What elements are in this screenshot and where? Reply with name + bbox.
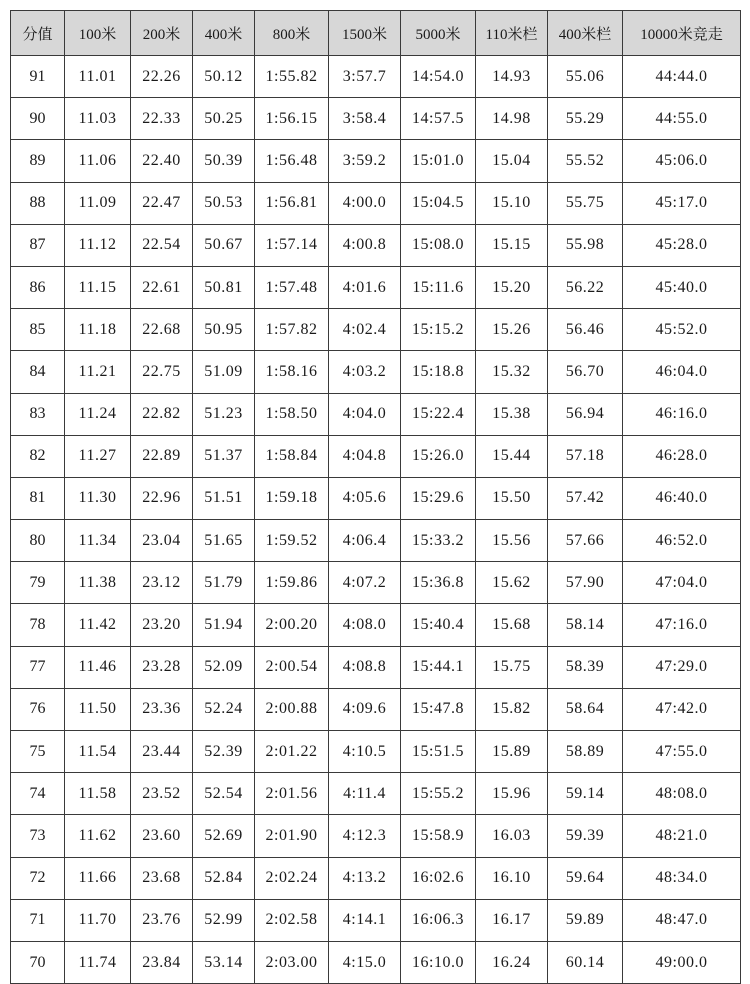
- result-cell: 23.04: [131, 520, 193, 562]
- column-header: 10000米竞走: [623, 11, 741, 56]
- result-cell: 4:01.6: [329, 266, 401, 308]
- result-cell: 59.39: [548, 815, 623, 857]
- result-cell: 22.96: [131, 477, 193, 519]
- table-row: [11, 98, 741, 140]
- result-cell: 1:58.84: [255, 435, 329, 477]
- table-row: [11, 266, 741, 308]
- score-table: [10, 10, 741, 984]
- result-cell: 11.38: [65, 562, 131, 604]
- result-cell: 15.32: [476, 351, 548, 393]
- table-row: [11, 773, 741, 815]
- result-cell: 2:00.88: [255, 688, 329, 730]
- score-cell: 90: [11, 98, 65, 140]
- result-cell: 46:40.0: [623, 477, 741, 519]
- result-cell: 22.89: [131, 435, 193, 477]
- result-cell: 15.38: [476, 393, 548, 435]
- result-cell: 15.20: [476, 266, 548, 308]
- result-cell: 51.09: [193, 351, 255, 393]
- result-cell: 45:40.0: [623, 266, 741, 308]
- result-cell: 1:56.81: [255, 182, 329, 224]
- result-cell: 11.03: [65, 98, 131, 140]
- table-row: [11, 224, 741, 266]
- result-cell: 48:21.0: [623, 815, 741, 857]
- table-body: [11, 56, 741, 984]
- result-cell: 14.93: [476, 56, 548, 98]
- result-cell: 22.40: [131, 140, 193, 182]
- result-cell: 58.14: [548, 604, 623, 646]
- result-cell: 11.46: [65, 646, 131, 688]
- result-cell: 15:55.2: [401, 773, 476, 815]
- result-cell: 58.64: [548, 688, 623, 730]
- table-row: [11, 56, 741, 98]
- result-cell: 15:11.6: [401, 266, 476, 308]
- result-cell: 14:54.0: [401, 56, 476, 98]
- result-cell: 22.54: [131, 224, 193, 266]
- result-cell: 58.89: [548, 731, 623, 773]
- result-cell: 56.22: [548, 266, 623, 308]
- result-cell: 15.56: [476, 520, 548, 562]
- result-cell: 4:09.6: [329, 688, 401, 730]
- result-cell: 4:06.4: [329, 520, 401, 562]
- result-cell: 60.14: [548, 941, 623, 983]
- result-cell: 4:03.2: [329, 351, 401, 393]
- result-cell: 22.26: [131, 56, 193, 98]
- result-cell: 52.09: [193, 646, 255, 688]
- result-cell: 59.64: [548, 857, 623, 899]
- table-row: [11, 351, 741, 393]
- result-cell: 4:00.8: [329, 224, 401, 266]
- result-cell: 15.50: [476, 477, 548, 519]
- result-cell: 15.62: [476, 562, 548, 604]
- result-cell: 2:01.90: [255, 815, 329, 857]
- score-cell: 75: [11, 731, 65, 773]
- result-cell: 22.82: [131, 393, 193, 435]
- table-row: [11, 477, 741, 519]
- result-cell: 2:03.00: [255, 941, 329, 983]
- result-cell: 51.37: [193, 435, 255, 477]
- result-cell: 52.54: [193, 773, 255, 815]
- score-cell: 87: [11, 224, 65, 266]
- result-cell: 51.79: [193, 562, 255, 604]
- result-cell: 15.96: [476, 773, 548, 815]
- score-table-container: [10, 10, 741, 984]
- result-cell: 15.04: [476, 140, 548, 182]
- result-cell: 22.61: [131, 266, 193, 308]
- result-cell: 15:26.0: [401, 435, 476, 477]
- result-cell: 51.51: [193, 477, 255, 519]
- column-header: 200米: [131, 11, 193, 56]
- result-cell: 44:44.0: [623, 56, 741, 98]
- result-cell: 3:58.4: [329, 98, 401, 140]
- column-header: 100米: [65, 11, 131, 56]
- result-cell: 1:59.86: [255, 562, 329, 604]
- result-cell: 15:29.6: [401, 477, 476, 519]
- result-cell: 2:01.56: [255, 773, 329, 815]
- result-cell: 1:56.48: [255, 140, 329, 182]
- result-cell: 11.06: [65, 140, 131, 182]
- score-cell: 74: [11, 773, 65, 815]
- table-row: [11, 182, 741, 224]
- score-cell: 82: [11, 435, 65, 477]
- result-cell: 11.66: [65, 857, 131, 899]
- result-cell: 2:00.20: [255, 604, 329, 646]
- result-cell: 57.90: [548, 562, 623, 604]
- result-cell: 11.62: [65, 815, 131, 857]
- result-cell: 16:02.6: [401, 857, 476, 899]
- result-cell: 53.14: [193, 941, 255, 983]
- result-cell: 47:55.0: [623, 731, 741, 773]
- column-header: 400米栏: [548, 11, 623, 56]
- result-cell: 52.39: [193, 731, 255, 773]
- score-cell: 85: [11, 309, 65, 351]
- column-header: 400米: [193, 11, 255, 56]
- table-row: [11, 309, 741, 351]
- score-cell: 70: [11, 941, 65, 983]
- result-cell: 15.68: [476, 604, 548, 646]
- table-row: [11, 857, 741, 899]
- result-cell: 23.12: [131, 562, 193, 604]
- result-cell: 15:44.1: [401, 646, 476, 688]
- result-cell: 4:05.6: [329, 477, 401, 519]
- result-cell: 1:59.52: [255, 520, 329, 562]
- score-cell: 77: [11, 646, 65, 688]
- table-row: [11, 899, 741, 941]
- table-row: [11, 604, 741, 646]
- score-cell: 81: [11, 477, 65, 519]
- result-cell: 4:07.2: [329, 562, 401, 604]
- result-cell: 4:13.2: [329, 857, 401, 899]
- result-cell: 16.24: [476, 941, 548, 983]
- result-cell: 1:57.48: [255, 266, 329, 308]
- column-header: 1500米: [329, 11, 401, 56]
- result-cell: 3:57.7: [329, 56, 401, 98]
- result-cell: 50.39: [193, 140, 255, 182]
- result-cell: 52.84: [193, 857, 255, 899]
- result-cell: 15:04.5: [401, 182, 476, 224]
- result-cell: 52.24: [193, 688, 255, 730]
- result-cell: 1:56.15: [255, 98, 329, 140]
- result-cell: 44:55.0: [623, 98, 741, 140]
- result-cell: 57.18: [548, 435, 623, 477]
- result-cell: 15.82: [476, 688, 548, 730]
- table-row: [11, 731, 741, 773]
- result-cell: 23.76: [131, 899, 193, 941]
- result-cell: 23.44: [131, 731, 193, 773]
- result-cell: 16:06.3: [401, 899, 476, 941]
- result-cell: 56.94: [548, 393, 623, 435]
- result-cell: 11.12: [65, 224, 131, 266]
- result-cell: 11.18: [65, 309, 131, 351]
- score-cell: 89: [11, 140, 65, 182]
- result-cell: 46:52.0: [623, 520, 741, 562]
- result-cell: 15.26: [476, 309, 548, 351]
- result-cell: 1:57.82: [255, 309, 329, 351]
- result-cell: 15:36.8: [401, 562, 476, 604]
- result-cell: 15.75: [476, 646, 548, 688]
- result-cell: 2:02.58: [255, 899, 329, 941]
- score-cell: 79: [11, 562, 65, 604]
- result-cell: 55.75: [548, 182, 623, 224]
- result-cell: 4:08.8: [329, 646, 401, 688]
- result-cell: 1:59.18: [255, 477, 329, 519]
- result-cell: 4:08.0: [329, 604, 401, 646]
- result-cell: 4:12.3: [329, 815, 401, 857]
- result-cell: 56.46: [548, 309, 623, 351]
- result-cell: 11.15: [65, 266, 131, 308]
- result-cell: 46:28.0: [623, 435, 741, 477]
- result-cell: 52.69: [193, 815, 255, 857]
- result-cell: 4:10.5: [329, 731, 401, 773]
- result-cell: 51.94: [193, 604, 255, 646]
- result-cell: 4:04.0: [329, 393, 401, 435]
- result-cell: 23.36: [131, 688, 193, 730]
- result-cell: 51.65: [193, 520, 255, 562]
- table-row: [11, 646, 741, 688]
- result-cell: 55.29: [548, 98, 623, 140]
- result-cell: 4:11.4: [329, 773, 401, 815]
- result-cell: 1:55.82: [255, 56, 329, 98]
- header-row: [11, 11, 741, 56]
- result-cell: 47:04.0: [623, 562, 741, 604]
- result-cell: 23.84: [131, 941, 193, 983]
- result-cell: 11.70: [65, 899, 131, 941]
- result-cell: 11.34: [65, 520, 131, 562]
- score-cell: 80: [11, 520, 65, 562]
- result-cell: 2:02.24: [255, 857, 329, 899]
- result-cell: 15:08.0: [401, 224, 476, 266]
- result-cell: 50.25: [193, 98, 255, 140]
- result-cell: 14:57.5: [401, 98, 476, 140]
- result-cell: 50.67: [193, 224, 255, 266]
- result-cell: 45:52.0: [623, 309, 741, 351]
- result-cell: 48:47.0: [623, 899, 741, 941]
- table-row: [11, 941, 741, 983]
- result-cell: 1:57.14: [255, 224, 329, 266]
- table-row: [11, 520, 741, 562]
- result-cell: 16.17: [476, 899, 548, 941]
- result-cell: 58.39: [548, 646, 623, 688]
- result-cell: 11.58: [65, 773, 131, 815]
- result-cell: 11.30: [65, 477, 131, 519]
- result-cell: 11.09: [65, 182, 131, 224]
- result-cell: 15:47.8: [401, 688, 476, 730]
- result-cell: 55.98: [548, 224, 623, 266]
- score-cell: 76: [11, 688, 65, 730]
- result-cell: 4:02.4: [329, 309, 401, 351]
- result-cell: 2:01.22: [255, 731, 329, 773]
- result-cell: 15:40.4: [401, 604, 476, 646]
- score-cell: 84: [11, 351, 65, 393]
- result-cell: 51.23: [193, 393, 255, 435]
- result-cell: 11.54: [65, 731, 131, 773]
- result-cell: 11.74: [65, 941, 131, 983]
- result-cell: 4:00.0: [329, 182, 401, 224]
- result-cell: 55.52: [548, 140, 623, 182]
- result-cell: 47:29.0: [623, 646, 741, 688]
- column-header: 5000米: [401, 11, 476, 56]
- result-cell: 16:10.0: [401, 941, 476, 983]
- result-cell: 23.68: [131, 857, 193, 899]
- result-cell: 56.70: [548, 351, 623, 393]
- result-cell: 50.81: [193, 266, 255, 308]
- result-cell: 14.98: [476, 98, 548, 140]
- result-cell: 3:59.2: [329, 140, 401, 182]
- result-cell: 4:14.1: [329, 899, 401, 941]
- table-row: [11, 435, 741, 477]
- table-row: [11, 140, 741, 182]
- result-cell: 15:15.2: [401, 309, 476, 351]
- result-cell: 15:51.5: [401, 731, 476, 773]
- score-cell: 83: [11, 393, 65, 435]
- result-cell: 15.44: [476, 435, 548, 477]
- result-cell: 59.89: [548, 899, 623, 941]
- column-header: 110米栏: [476, 11, 548, 56]
- result-cell: 23.52: [131, 773, 193, 815]
- result-cell: 50.53: [193, 182, 255, 224]
- result-cell: 16.03: [476, 815, 548, 857]
- result-cell: 49:00.0: [623, 941, 741, 983]
- result-cell: 1:58.16: [255, 351, 329, 393]
- result-cell: 15.89: [476, 731, 548, 773]
- result-cell: 23.20: [131, 604, 193, 646]
- result-cell: 59.14: [548, 773, 623, 815]
- result-cell: 15:58.9: [401, 815, 476, 857]
- result-cell: 1:58.50: [255, 393, 329, 435]
- score-cell: 73: [11, 815, 65, 857]
- result-cell: 23.28: [131, 646, 193, 688]
- result-cell: 15:22.4: [401, 393, 476, 435]
- score-cell: 91: [11, 56, 65, 98]
- result-cell: 11.42: [65, 604, 131, 646]
- result-cell: 47:42.0: [623, 688, 741, 730]
- result-cell: 2:00.54: [255, 646, 329, 688]
- result-cell: 15:33.2: [401, 520, 476, 562]
- column-header: 分值: [11, 11, 65, 56]
- result-cell: 50.95: [193, 309, 255, 351]
- result-cell: 45:28.0: [623, 224, 741, 266]
- result-cell: 22.47: [131, 182, 193, 224]
- table-row: [11, 562, 741, 604]
- result-cell: 11.50: [65, 688, 131, 730]
- result-cell: 57.42: [548, 477, 623, 519]
- result-cell: 22.33: [131, 98, 193, 140]
- result-cell: 15:18.8: [401, 351, 476, 393]
- result-cell: 15:01.0: [401, 140, 476, 182]
- result-cell: 11.27: [65, 435, 131, 477]
- result-cell: 52.99: [193, 899, 255, 941]
- result-cell: 48:34.0: [623, 857, 741, 899]
- result-cell: 46:04.0: [623, 351, 741, 393]
- result-cell: 22.75: [131, 351, 193, 393]
- result-cell: 11.01: [65, 56, 131, 98]
- score-cell: 72: [11, 857, 65, 899]
- result-cell: 46:16.0: [623, 393, 741, 435]
- result-cell: 45:06.0: [623, 140, 741, 182]
- table-row: [11, 688, 741, 730]
- score-cell: 71: [11, 899, 65, 941]
- result-cell: 4:04.8: [329, 435, 401, 477]
- result-cell: 47:16.0: [623, 604, 741, 646]
- result-cell: 23.60: [131, 815, 193, 857]
- score-cell: 86: [11, 266, 65, 308]
- result-cell: 57.66: [548, 520, 623, 562]
- table-row: [11, 815, 741, 857]
- score-cell: 78: [11, 604, 65, 646]
- result-cell: 45:17.0: [623, 182, 741, 224]
- result-cell: 55.06: [548, 56, 623, 98]
- result-cell: 11.24: [65, 393, 131, 435]
- result-cell: 15.10: [476, 182, 548, 224]
- column-header: 800米: [255, 11, 329, 56]
- score-cell: 88: [11, 182, 65, 224]
- table-row: [11, 393, 741, 435]
- result-cell: 15.15: [476, 224, 548, 266]
- result-cell: 16.10: [476, 857, 548, 899]
- result-cell: 48:08.0: [623, 773, 741, 815]
- result-cell: 4:15.0: [329, 941, 401, 983]
- result-cell: 50.12: [193, 56, 255, 98]
- result-cell: 11.21: [65, 351, 131, 393]
- result-cell: 22.68: [131, 309, 193, 351]
